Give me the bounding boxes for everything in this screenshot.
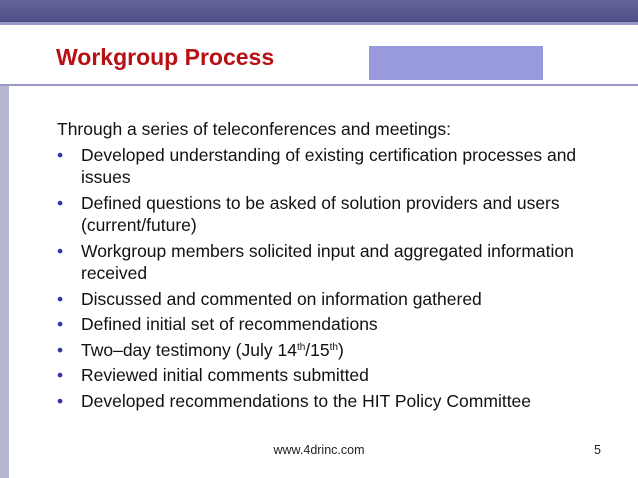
left-accent-strip [0, 86, 9, 478]
list-item-testimony: • Two–day testimony (July 14th/15th) [57, 339, 344, 360]
bullet-list [57, 144, 617, 413]
header-rule [0, 22, 638, 25]
bullet-icon: • [57, 339, 64, 360]
slide-number: 5 [594, 443, 601, 457]
header-bar [0, 0, 638, 22]
list-item: • Discussed and commented on information gathered [57, 288, 482, 309]
title-accent-box [369, 46, 543, 80]
bullet-icon: • [57, 240, 64, 261]
list-item: • Workgroup members solicited input and aggregated information received [57, 240, 574, 283]
title-rule [0, 84, 638, 86]
bullet-icon: • [57, 314, 64, 334]
slide-title: Workgroup Process [56, 44, 275, 70]
list-item: • Developed understanding of existing certification processes and issues [57, 144, 577, 187]
list-item: • Reviewed initial comments submitted [57, 365, 369, 385]
bullet-icon: • [57, 192, 64, 213]
intro-text: Through a series of teleconferences and meetings: [57, 119, 451, 139]
list-item: • Developed recommendations to the HIT Policy Committee [57, 390, 532, 411]
list-item: • Defined initial set of recommendations [57, 314, 378, 334]
list-item: • Defined questions to be asked of solution providers and users (current/future) [57, 192, 560, 235]
bullet-icon: • [57, 390, 64, 411]
bullet-icon: • [57, 144, 64, 165]
bullet-icon: • [57, 288, 64, 309]
footer-url: www.4drinc.com [273, 443, 365, 457]
bullet-icon: • [57, 365, 64, 385]
slide-body [57, 118, 617, 415]
